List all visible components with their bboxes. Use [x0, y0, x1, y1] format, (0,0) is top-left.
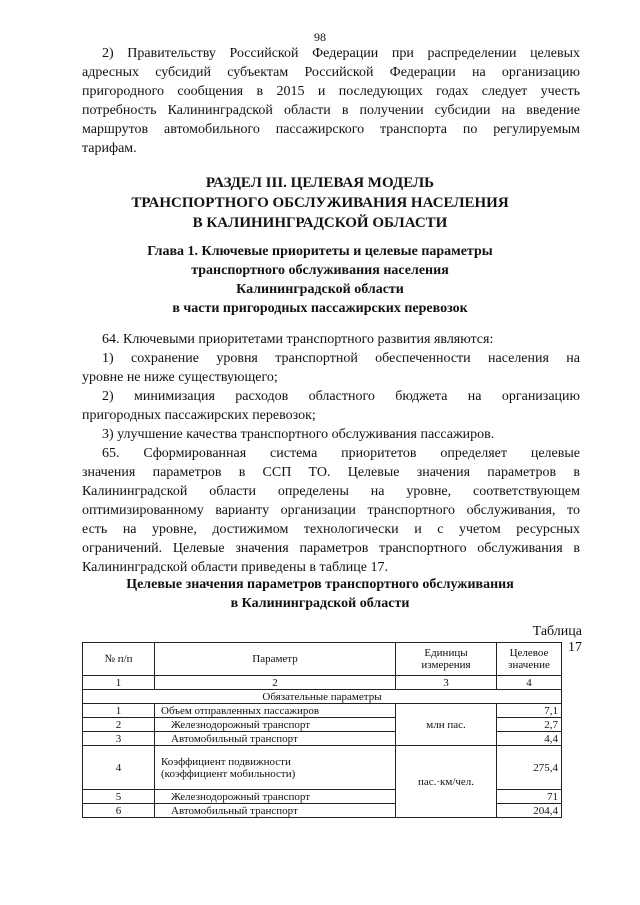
text-line: 64. Ключевыми приоритетами транспортного развития являются:	[102, 332, 494, 347]
column-number: 4	[497, 676, 562, 690]
row-number: 2	[83, 718, 155, 732]
text-line: уровне не ниже существующего;	[82, 370, 278, 385]
unit-cell: млн пас.	[396, 704, 497, 746]
text-line: адресных субсидий субъектам Российской Федерации на организацию	[82, 65, 580, 80]
chapter-heading	[0, 242, 640, 318]
text-line: 3) улучшение качества транспортного обслуживания пассажиров.	[102, 427, 495, 442]
text-line: 2) Правительству Российской Федерации при распределении целевых	[102, 46, 580, 61]
chapter-heading-line: в части пригородных пассажирских перевозок	[172, 301, 468, 316]
section-heading-line: В КАЛИНИНГРАДСКОЙ ОБЛАСТИ	[192, 215, 448, 231]
section-heading	[0, 173, 640, 233]
row-parameter	[155, 746, 396, 790]
header-unit: Единицы измерения	[396, 643, 497, 676]
row-parameter: Объем отправленных пассажиров	[155, 704, 396, 718]
text-line: значения параметров в ССП ТО. Целевые значения параметров в	[82, 465, 580, 480]
section-heading-line: РАЗДЕЛ III. ЦЕЛЕВАЯ МОДЕЛЬ	[205, 175, 435, 191]
paragraph-65	[82, 444, 580, 577]
row-parameter: Автомобильный транспорт	[155, 732, 396, 746]
row-number: 4	[83, 746, 155, 790]
table-heading	[0, 575, 640, 613]
text-line: тарифам.	[82, 141, 137, 156]
group-label: Обязательные параметры	[83, 690, 562, 704]
group-row	[83, 690, 562, 704]
row-number: 1	[83, 704, 155, 718]
table-row	[83, 746, 562, 790]
row-number: 6	[83, 804, 155, 818]
text-line: оптимизированному варианту организации транспортного обслуживания, то	[82, 503, 580, 518]
row-parameter: Железнодорожный транспорт	[155, 718, 396, 732]
row-number: 3	[83, 732, 155, 746]
column-number: 2	[155, 676, 396, 690]
text-line: ограничений. Целевые значения параметров транспортного обслуживания в	[82, 541, 580, 556]
paragraph-64	[82, 330, 580, 444]
row-parameter-line: Коэффициент подвижности	[161, 755, 291, 768]
table-header-row	[83, 643, 562, 676]
text-line: маршрутов автомобильного пассажирского транспорта по регулируемым	[82, 122, 580, 137]
row-value: 71	[497, 790, 562, 804]
header-value: Целевое значение	[497, 643, 562, 676]
section-heading-line: ТРАНСПОРТНОГО ОБСЛУЖИВАНИЯ НАСЕЛЕНИЯ	[131, 195, 509, 211]
unit-cell: пас.·км/чел.	[396, 746, 497, 818]
text-line: Калининградской области определены на уровне, соответствующем	[82, 484, 580, 499]
table-row	[83, 704, 562, 718]
column-number-row	[83, 676, 562, 690]
row-number: 5	[83, 790, 155, 804]
text-line: 1) сохранение уровня транспортной обеспеченности населения на	[102, 351, 580, 366]
text-line: 2) минимизация расходов областного бюджета на организацию	[102, 389, 580, 404]
table-heading-line: Целевые значения параметров транспортного обслуживания	[126, 577, 514, 592]
intro-paragraph	[82, 44, 580, 158]
parameters-table	[82, 642, 562, 818]
row-parameter: Железнодорожный транспорт	[155, 790, 396, 804]
header-param: Параметр	[155, 643, 396, 676]
text-line: пригородного сообщения в 2015 и последующих годах следует учесть	[82, 84, 580, 99]
row-parameter-line: (коэффициент мобильности)	[161, 767, 296, 780]
text-line: есть на уровне, достижимом технологически и с учетом ресурсных	[82, 522, 580, 537]
text-line: 65. Сформированная система приоритетов определяет целевые	[102, 446, 580, 461]
row-value: 275,4	[497, 746, 562, 790]
row-value: 2,7	[497, 718, 562, 732]
table-heading-line: в Калининградской области	[230, 596, 410, 611]
chapter-heading-line: Глава 1. Ключевые приоритеты и целевые параметры	[147, 244, 493, 259]
column-number: 3	[396, 676, 497, 690]
column-number: 1	[83, 676, 155, 690]
text-line: потребность Калининградской области в получении субсидии на введение	[82, 103, 580, 118]
text-line: Калининградской области приведены в таблице 17.	[82, 560, 388, 575]
row-parameter: Автомобильный транспорт	[155, 804, 396, 818]
row-value: 204,4	[497, 804, 562, 818]
page-number: 98	[314, 30, 326, 44]
text-line: пригородных пассажирских перевозок;	[82, 408, 316, 423]
row-value: 7,1	[497, 704, 562, 718]
chapter-heading-line: транспортного обслуживания населения	[191, 263, 449, 278]
table-label: Таблица 17	[532, 624, 582, 655]
header-num: № п/п	[83, 643, 155, 676]
chapter-heading-line: Калининградской области	[236, 282, 404, 297]
row-value: 4,4	[497, 732, 562, 746]
